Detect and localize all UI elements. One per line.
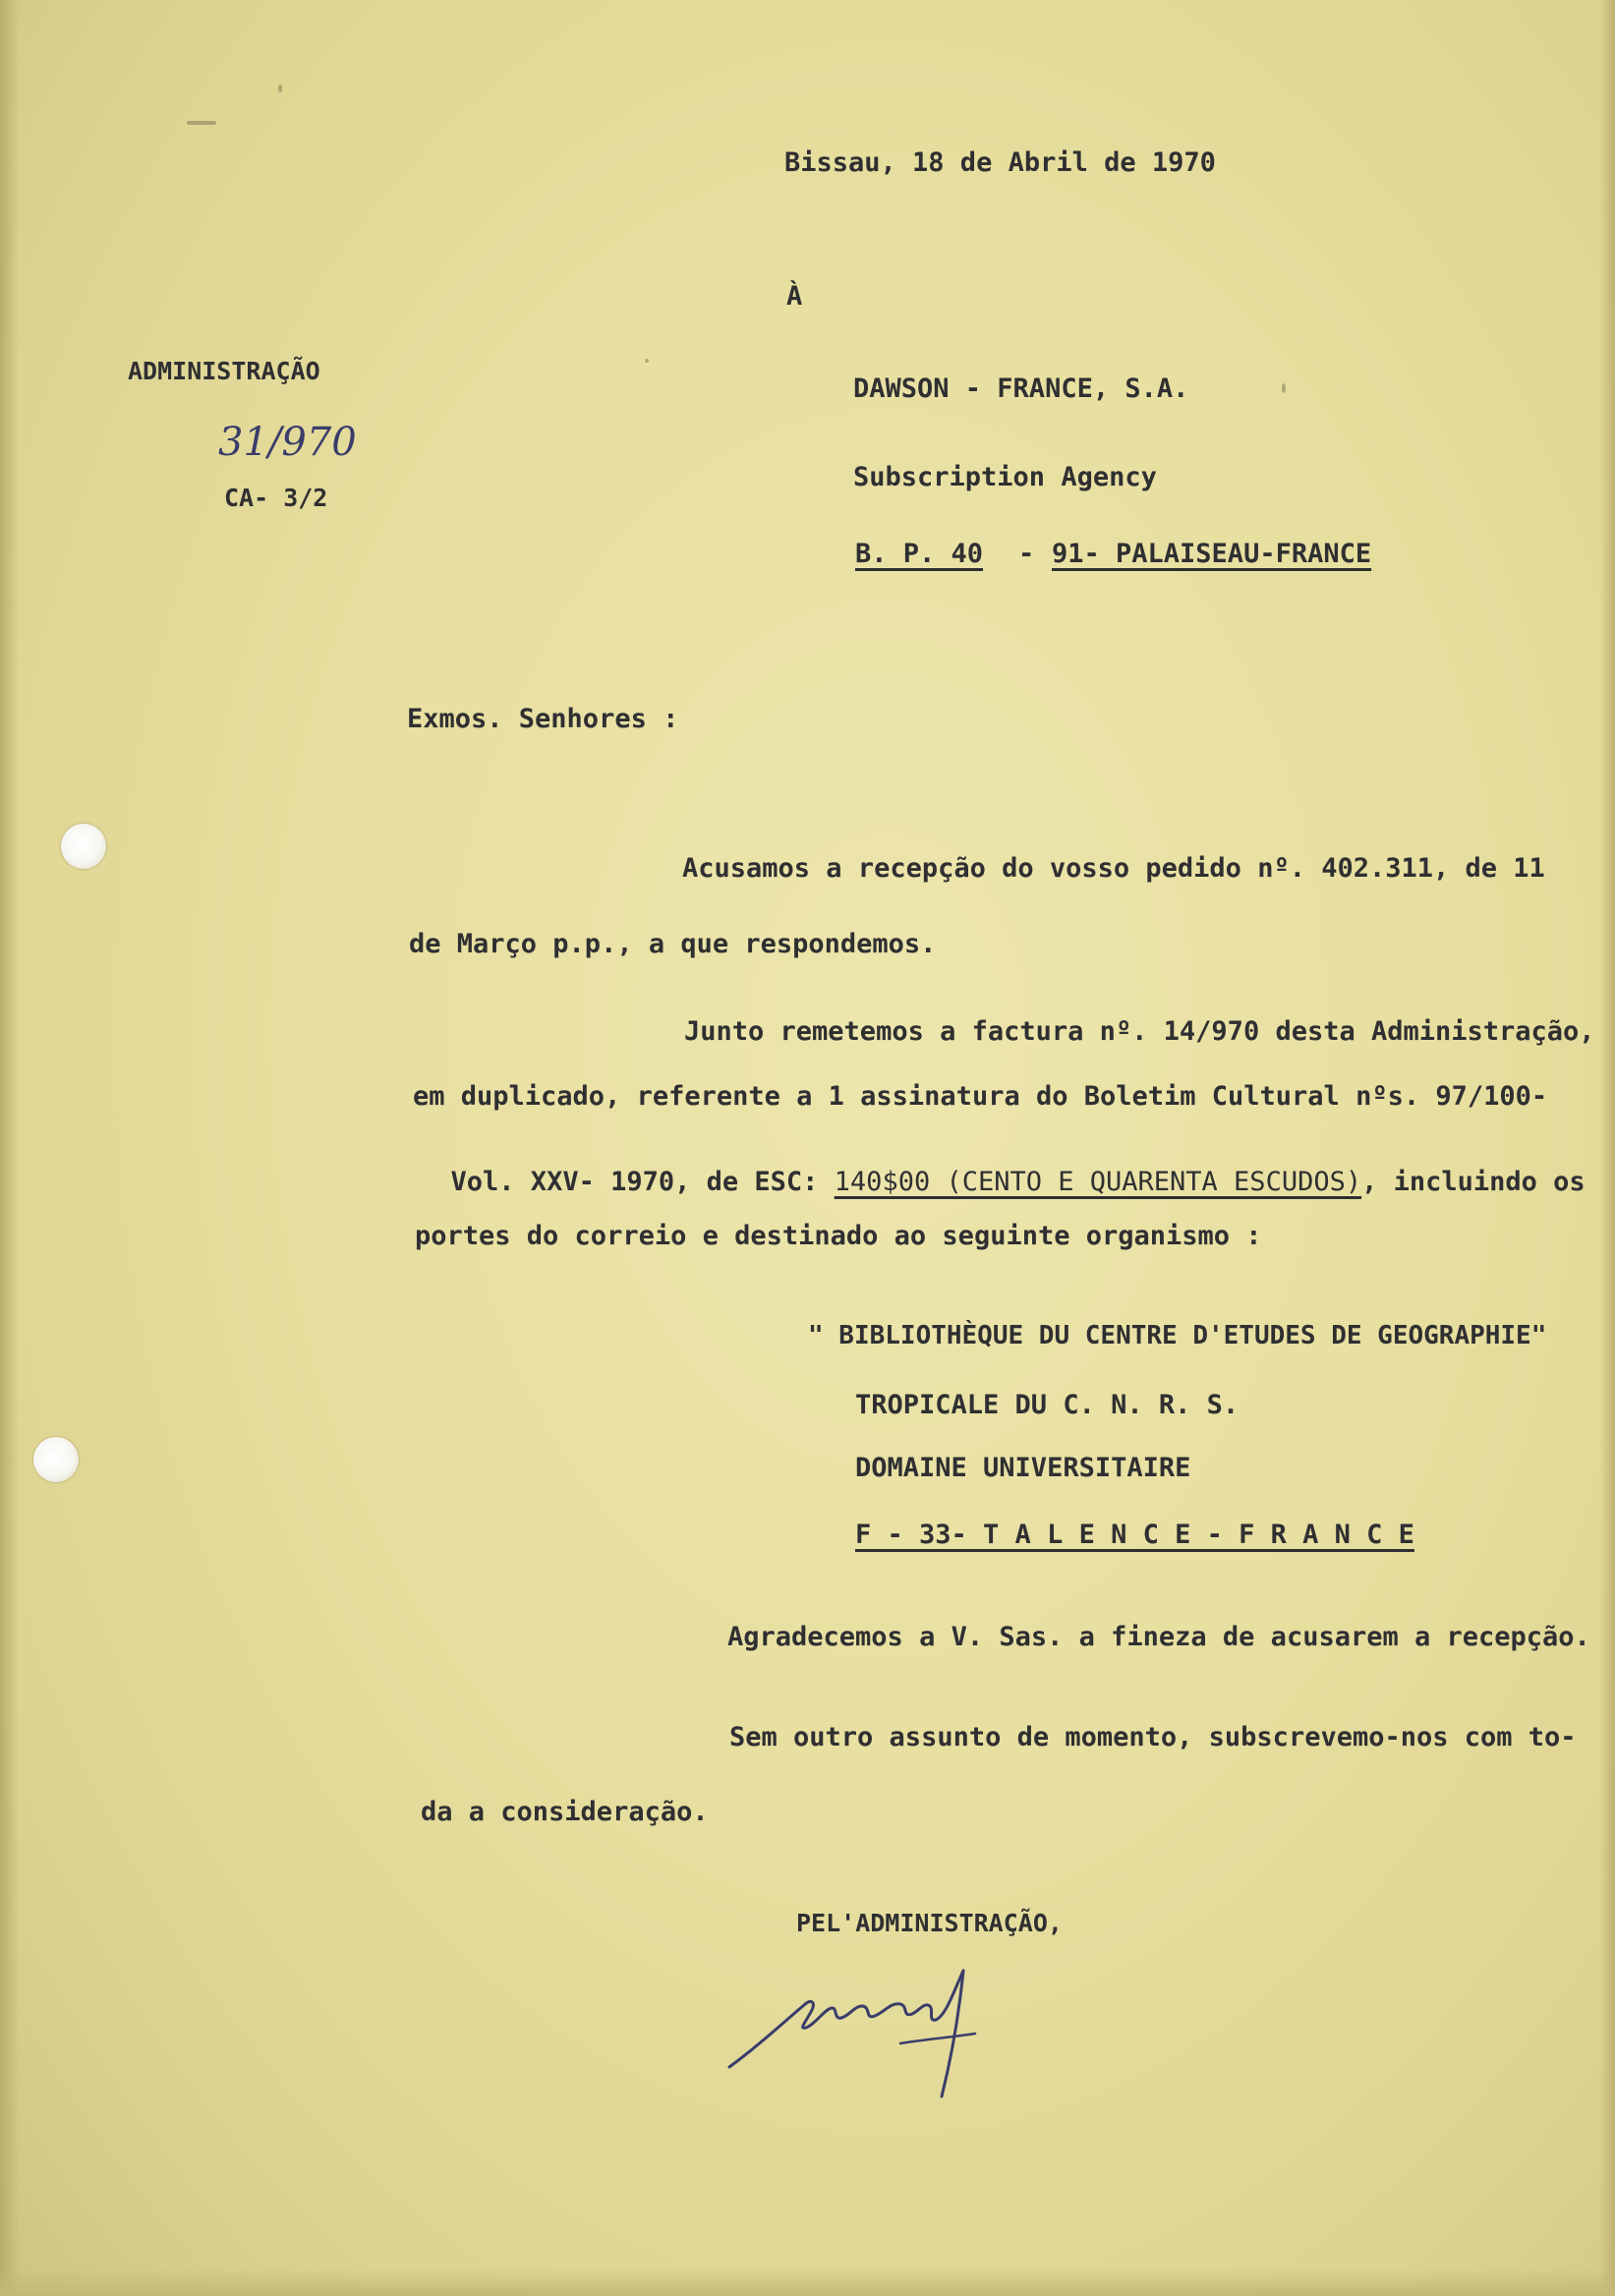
sender-ref-number: 31/970 (218, 420, 357, 465)
amount-underlined: 140$00 (CENTO E QUARENTA ESCUDOS) (834, 1167, 1362, 1197)
punch-hole-top (61, 824, 106, 869)
paragraph-segment: Vol. XXV- 1970, de ESC: (450, 1167, 835, 1197)
place-date: Bissau, 18 de Abril de 1970 (784, 147, 1216, 178)
sender-department: ADMINISTRAÇÃO (128, 357, 320, 385)
handwritten-signature (718, 1951, 1052, 2108)
paragraph-line: Junto remetemos a factura nº. 14/970 desta Administração, (684, 1016, 1595, 1047)
closing-line3: da a consideração. (421, 1797, 709, 1827)
paragraph-line (413, 1148, 1586, 1216)
paper-edge-left (0, 0, 20, 2296)
paper-speck (187, 121, 216, 125)
paper-speck (278, 85, 282, 92)
organism-line4: F - 33- T A L E N C E - F R A N C E (855, 1520, 1414, 1550)
signoff: PEL'ADMINISTRAÇÃO, (796, 1909, 1063, 1937)
closing-line2: Sem outro assunto de momento, subscrevemo-nos com to- (729, 1722, 1577, 1752)
paper-speck (1282, 383, 1286, 393)
recipient-line2: Subscription Agency (853, 462, 1157, 492)
paragraph-line: Acusamos a recepção do vosso pedido nº. 402.311, de 11 (682, 853, 1545, 884)
paper-speck (645, 359, 649, 363)
organism-line2: TROPICALE DU C. N. R. S. (855, 1390, 1240, 1420)
closing-line1: Agradecemos a V. Sas. a fineza de acusarem a recepção. (727, 1622, 1590, 1652)
organism-line3: DOMAINE UNIVERSITAIRE (855, 1453, 1191, 1483)
salutation: Exmos. Senhores : (407, 704, 679, 734)
organism-line1: " BIBLIOTHÈQUE DU CENTRE D'ETUDES DE GEOGRAPHIE" (808, 1321, 1547, 1350)
paper-edge-right (1599, 0, 1615, 2296)
paragraph-line: em duplicado, referente a 1 assinatura do Boletim Cultural nºs. 97/100- (413, 1081, 1548, 1112)
recipient-bp: B. P. 40 (855, 539, 984, 569)
sender-ref-code: CA- 3/2 (224, 484, 328, 512)
paragraph-segment: , incluindo os (1361, 1167, 1586, 1197)
paragraph-line: portes do correio e destinado ao seguinte organismo : (415, 1221, 1262, 1251)
paper-edge-bottom (0, 2268, 1615, 2296)
recipient-city: 91- PALAISEAU-FRANCE (1052, 539, 1372, 569)
punch-hole-bottom (33, 1437, 79, 1482)
recipient-dash: - (1018, 539, 1035, 569)
recipient-name: DAWSON - FRANCE, S.A. (853, 373, 1189, 404)
to-prefix: À (786, 281, 803, 312)
paragraph-line: de Março p.p., a que respondemos. (409, 929, 937, 959)
